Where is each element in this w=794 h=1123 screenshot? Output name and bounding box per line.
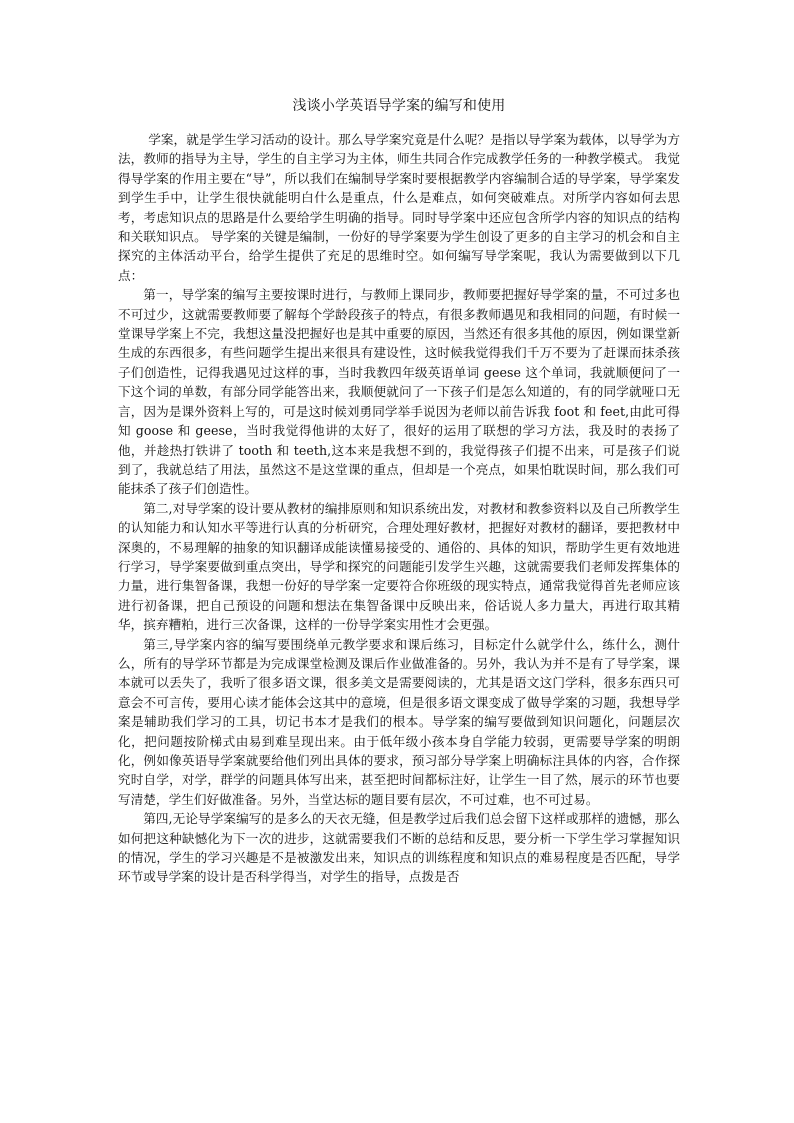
paragraph-point-two: 第二,对导学案的设计要从教材的编排原则和知识系统出发，对教材和教参资料以及自己所教学生的认知能力和认知水平等进行认真的分析研究，合理处理好教材，把握好对教材的翻译，要把教材中深奥的，不易理解的抽象的知识翻译成能读懂易接受的、通俗的、具体的知识，帮助学生更有效地进行学习，导学案要做到重点突出，导学和探究的问题能引发学生兴趣，这就需要我们老师发挥集体的力量，进行集智备课，我想一份好的导学案一定要符合你班级的现实特点，通常我觉得首先老师应该进行初备课，把自己预设的问题和想法在集智备课中反映出来，俗话说人多力量大，再进行取其精华，摈弃糟粕，进行三次备课，这样的一份导学案实用性才会更强。 — [118, 500, 680, 633]
paragraph-point-four: 第四,无论导学案编写的是多么的天衣无缝，但是教学过后我们总会留下这样或那样的遗憾，那么如何把这种缺憾化为下一次的进步，这就需要我们不断的总结和反思，要分析一下学生学习掌握知识的情况，学生的学习兴趣是不是被激发出来，知识点的训练程度和知识点的难易程度是否匹配，导学环节或导学案的设计是否科学得当，对学生的指导，点拨是否 — [118, 811, 680, 885]
document-title: 浅谈小学英语导学案的编写和使用 — [292, 98, 506, 114]
paragraph-point-one: 第一，导学案的编写主要按课时进行，与教师上课同步，教师要把握好导学案的量，不可过多也不可过少，这就需要教师要了解每个学龄段孩子的特点，有很多教师遇见和我相同的问题，有时候一堂课导学案上不完，我想这量没把握好也是其中重要的原因，当然还有很多其他的原因，例如课堂新生成的东西很多，有些问题学生提出来很具有建设性，这时候我觉得我们千万不要为了赶课而抹杀孩子们创造性，记得我遇见过这样的事，当时我教四年级英语单词 geese 这个单词，我就顺便问了一下这个词的单数，有部分同学能答出来，我顺便就问了一下孩子们是怎么知道的，有的同学就哑口无言，因为是课外资料上写的，可是这时候刘勇同学举手说因为老师以前告诉我 foot 和 feet,由此可得知 goose 和 geese，当时我觉得他讲的太好了，很好的运用了联想的学习方法，我及时的表扬了他，并趁热打铁讲了 tooth 和 teeth,这本来是我想不到的，我觉得孩子们提不出来，可是孩子们说到了，我就总结了用法，虽然这不是这堂课的重点，但却是一个亮点，如果怕耽误时间，那么我们可能抹杀了孩子们创造性。 — [118, 287, 680, 497]
paragraph-point-three: 第三,导学案内容的编写要围绕单元教学要求和课后练习，目标定什么就学什么，练什么，测什么，所有的导学环节都是为完成课堂检测及课后作业做准备的。另外，我认为并不是有了导学案，课本就可以丢失了，我听了很多语文课，很多美文是需要阅读的，尤其是语文这门学科，很多东西只可意会不可言传，要用心读才能体会这其中的意境，但是很多语文课变成了做导学案的习题，我想导学案是辅助我们学习的工具，切记书本才是我们的根本。导学案的编写要做到知识问题化，问题层次化，把问题按阶梯式由易到难呈现出来。由于低年级小孩本身自学能力较弱，更需要导学案的明朗化，例如像英语导学案就要给他们列出具体的要求，预习部分导学案上明确标注具体的内容，合作探究时自学，对学，群学的问题具体写出来，甚至把时间都标注好，让学生一目了然，展示的环节也要写清楚，学生们好做准备。另外，当堂达标的题目要有层次，不可过难，也不可过易。 — [118, 636, 680, 807]
paragraph-intro: 学案，就是学生学习活动的设计。那么导学案究竟是什么呢？是指以导学案为载体，以导学为方法，教师的指导为主导，学生的自主学习为主体，师生共同合作完成教学任务的一种教学模式。 我觉得导学案的作用主要在“导”，所以我们在编制导学案时要根据教学内容编制合适的导学案，导学案发到学生手中，让学生很快就能明白什么是重点，什么是难点，如何突破难点。对所学内容如何去思考，考虑知识点的思路是什么要给学生明确的指导。同时导学案中还应包含所学内容的知识点的结构和关联知识点。 导学案的关键是编制，一份好的导学案要为学生创设了更多的自主学习的机会和自主探究的主体活动平台，给学生提供了充足的思维时空。如何编写导学案呢，我认为需要做到以下几点： — [118, 132, 680, 283]
document-page — [118, 96, 680, 887]
